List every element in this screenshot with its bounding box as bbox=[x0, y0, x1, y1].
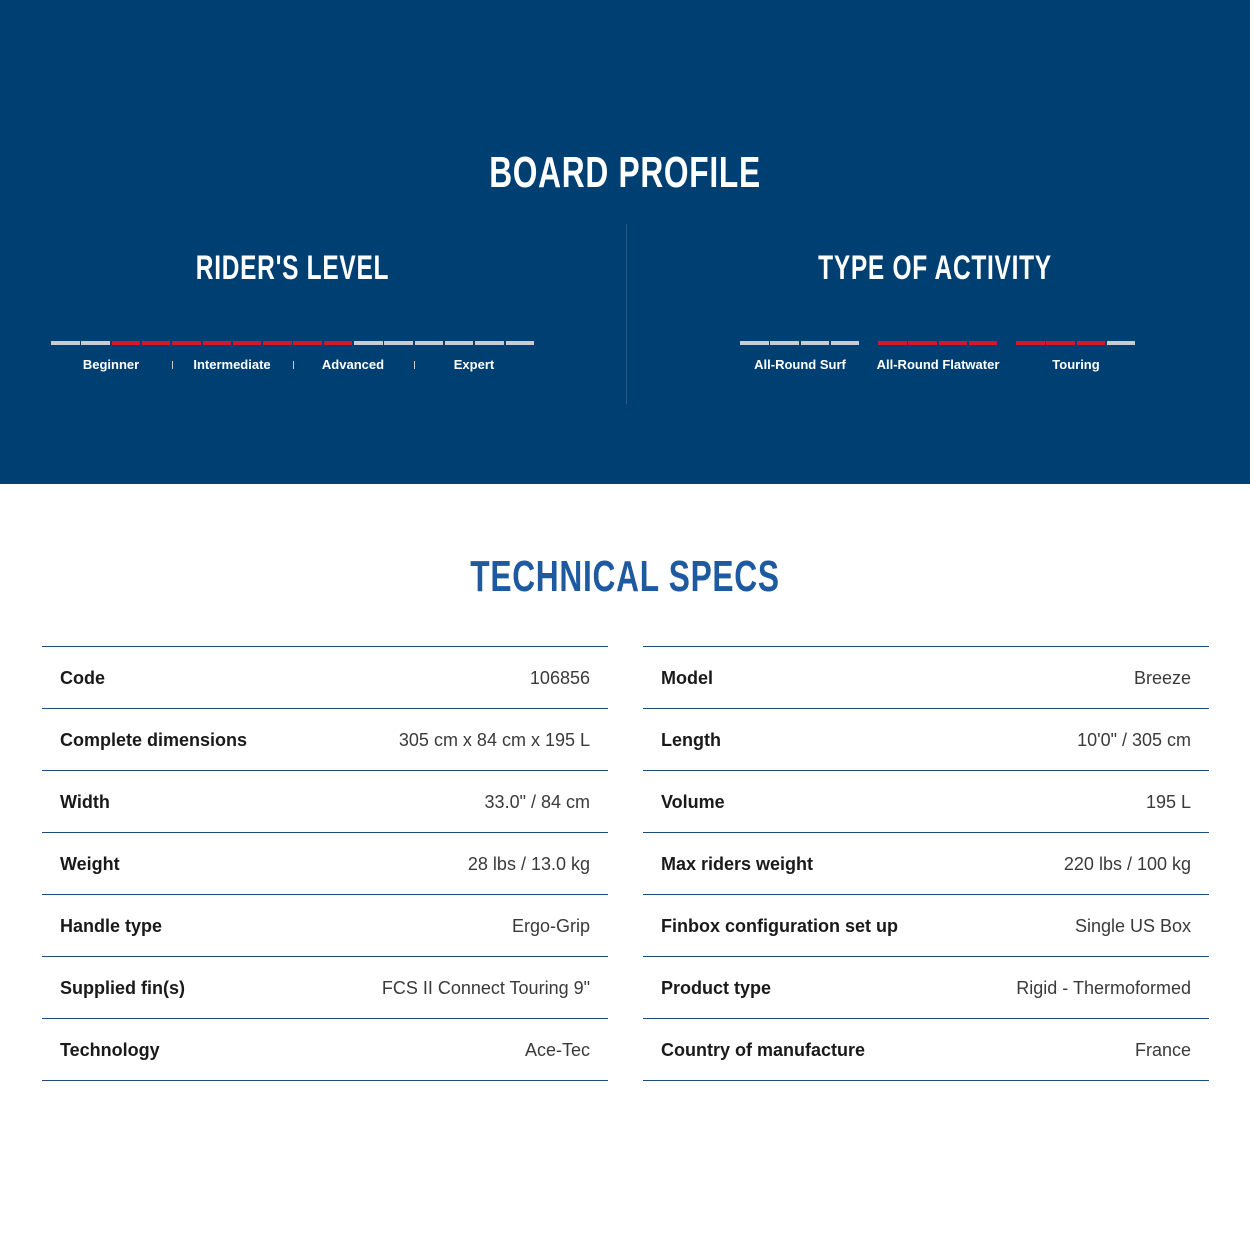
activity-segment bbox=[801, 341, 830, 345]
spec-value: Ace-Tec bbox=[524, 1040, 590, 1060]
spec-row-max-riders-weight bbox=[643, 832, 1209, 894]
spec-value: 106856 bbox=[529, 668, 590, 688]
level-segment bbox=[475, 341, 504, 345]
level-segment bbox=[293, 341, 322, 345]
spec-row-finbox-configuration bbox=[643, 894, 1209, 956]
spec-row-country-of-manufacture bbox=[643, 1018, 1209, 1081]
spec-label: Length bbox=[661, 730, 721, 750]
spec-row-technology bbox=[42, 1018, 608, 1081]
activity-segment bbox=[740, 341, 769, 345]
activity-segment bbox=[908, 341, 937, 345]
level-segment bbox=[384, 341, 413, 345]
level-segment bbox=[263, 341, 292, 345]
spec-row-length bbox=[643, 708, 1209, 770]
type-of-activity-title: TYPE OF ACTIVITY bbox=[818, 249, 1052, 287]
spec-value: 28 lbs / 13.0 kg bbox=[467, 854, 590, 874]
spec-label: Complete dimensions bbox=[60, 730, 248, 750]
spec-label: Weight bbox=[60, 854, 120, 874]
spec-value: FCS II Connect Touring 9" bbox=[381, 978, 590, 998]
specs-table-left bbox=[42, 646, 608, 1081]
spec-value: 10'0" / 305 cm bbox=[1077, 730, 1191, 750]
level-label-advanced: Advanced bbox=[321, 357, 385, 372]
column-divider bbox=[626, 224, 627, 404]
spec-value: 33.0" / 84 cm bbox=[484, 792, 590, 812]
activity-segment bbox=[939, 341, 968, 345]
level-segment bbox=[354, 341, 383, 345]
spec-row-weight bbox=[42, 832, 608, 894]
spec-label: Width bbox=[60, 792, 110, 812]
spec-row-product-type bbox=[643, 956, 1209, 1018]
level-segment bbox=[203, 341, 232, 345]
level-segment bbox=[112, 341, 141, 345]
level-separator bbox=[414, 361, 415, 369]
spec-label: Volume bbox=[661, 792, 725, 812]
activity-segment bbox=[1016, 341, 1045, 345]
spec-value: Ergo-Grip bbox=[511, 916, 590, 936]
spec-row-complete-dimensions bbox=[42, 708, 608, 770]
level-separator bbox=[172, 361, 173, 369]
spec-value: France bbox=[1134, 1040, 1191, 1060]
activity-label-all-round-flatwater: All-Round Flatwater bbox=[876, 357, 1000, 372]
level-segment bbox=[324, 341, 353, 345]
level-label-intermediate: Intermediate bbox=[193, 357, 271, 372]
activity-segment bbox=[878, 341, 907, 345]
spec-row-volume bbox=[643, 770, 1209, 832]
spec-label: Supplied fin(s) bbox=[60, 978, 185, 998]
spec-row-model bbox=[643, 646, 1209, 708]
level-segment bbox=[506, 341, 535, 345]
level-segment bbox=[142, 341, 171, 345]
specs-table-right bbox=[643, 646, 1209, 1081]
level-label-expert: Expert bbox=[453, 357, 495, 372]
spec-label: Technology bbox=[60, 1040, 160, 1060]
level-segment bbox=[415, 341, 444, 345]
activity-segment bbox=[1046, 341, 1075, 345]
spec-value: Breeze bbox=[1133, 668, 1191, 688]
spec-label: Country of manufacture bbox=[661, 1040, 866, 1060]
activity-label-all-round-surf: All-Round Surf bbox=[754, 357, 846, 372]
board-profile-title: BOARD PROFILE bbox=[489, 148, 761, 197]
spec-value: Single US Box bbox=[1074, 916, 1191, 936]
board-profile-section bbox=[0, 0, 1250, 484]
activity-segment bbox=[969, 341, 998, 345]
spec-row-width bbox=[42, 770, 608, 832]
level-segment bbox=[51, 341, 80, 345]
level-segment bbox=[81, 341, 110, 345]
level-segment bbox=[233, 341, 262, 345]
level-segment bbox=[445, 341, 474, 345]
level-label-beginner: Beginner bbox=[82, 357, 140, 372]
activity-segment bbox=[1107, 341, 1136, 345]
activity-segment bbox=[1077, 341, 1106, 345]
spec-label: Product type bbox=[661, 978, 772, 998]
spec-value: 220 lbs / 100 kg bbox=[1063, 854, 1191, 874]
spec-label: Model bbox=[661, 668, 713, 688]
spec-label: Code bbox=[60, 668, 105, 688]
spec-label: Finbox configuration set up bbox=[661, 916, 898, 936]
spec-value: 305 cm x 84 cm x 195 L bbox=[398, 730, 590, 750]
spec-value: 195 L bbox=[1145, 792, 1191, 812]
activity-segment bbox=[770, 341, 799, 345]
spec-row-code bbox=[42, 646, 608, 708]
spec-label: Handle type bbox=[60, 916, 163, 936]
riders-level-title: RIDER'S LEVEL bbox=[195, 249, 390, 287]
spec-row-supplied-fins bbox=[42, 956, 608, 1018]
level-separator bbox=[293, 361, 294, 369]
level-segment bbox=[172, 341, 201, 345]
spec-label: Max riders weight bbox=[661, 854, 814, 874]
activity-label-touring: Touring bbox=[1052, 357, 1100, 372]
spec-value: Rigid - Thermoformed bbox=[1016, 978, 1191, 998]
technical-specs-title: TECHNICAL SPECS bbox=[470, 552, 780, 601]
spec-row-handle-type bbox=[42, 894, 608, 956]
activity-segment bbox=[831, 341, 860, 345]
